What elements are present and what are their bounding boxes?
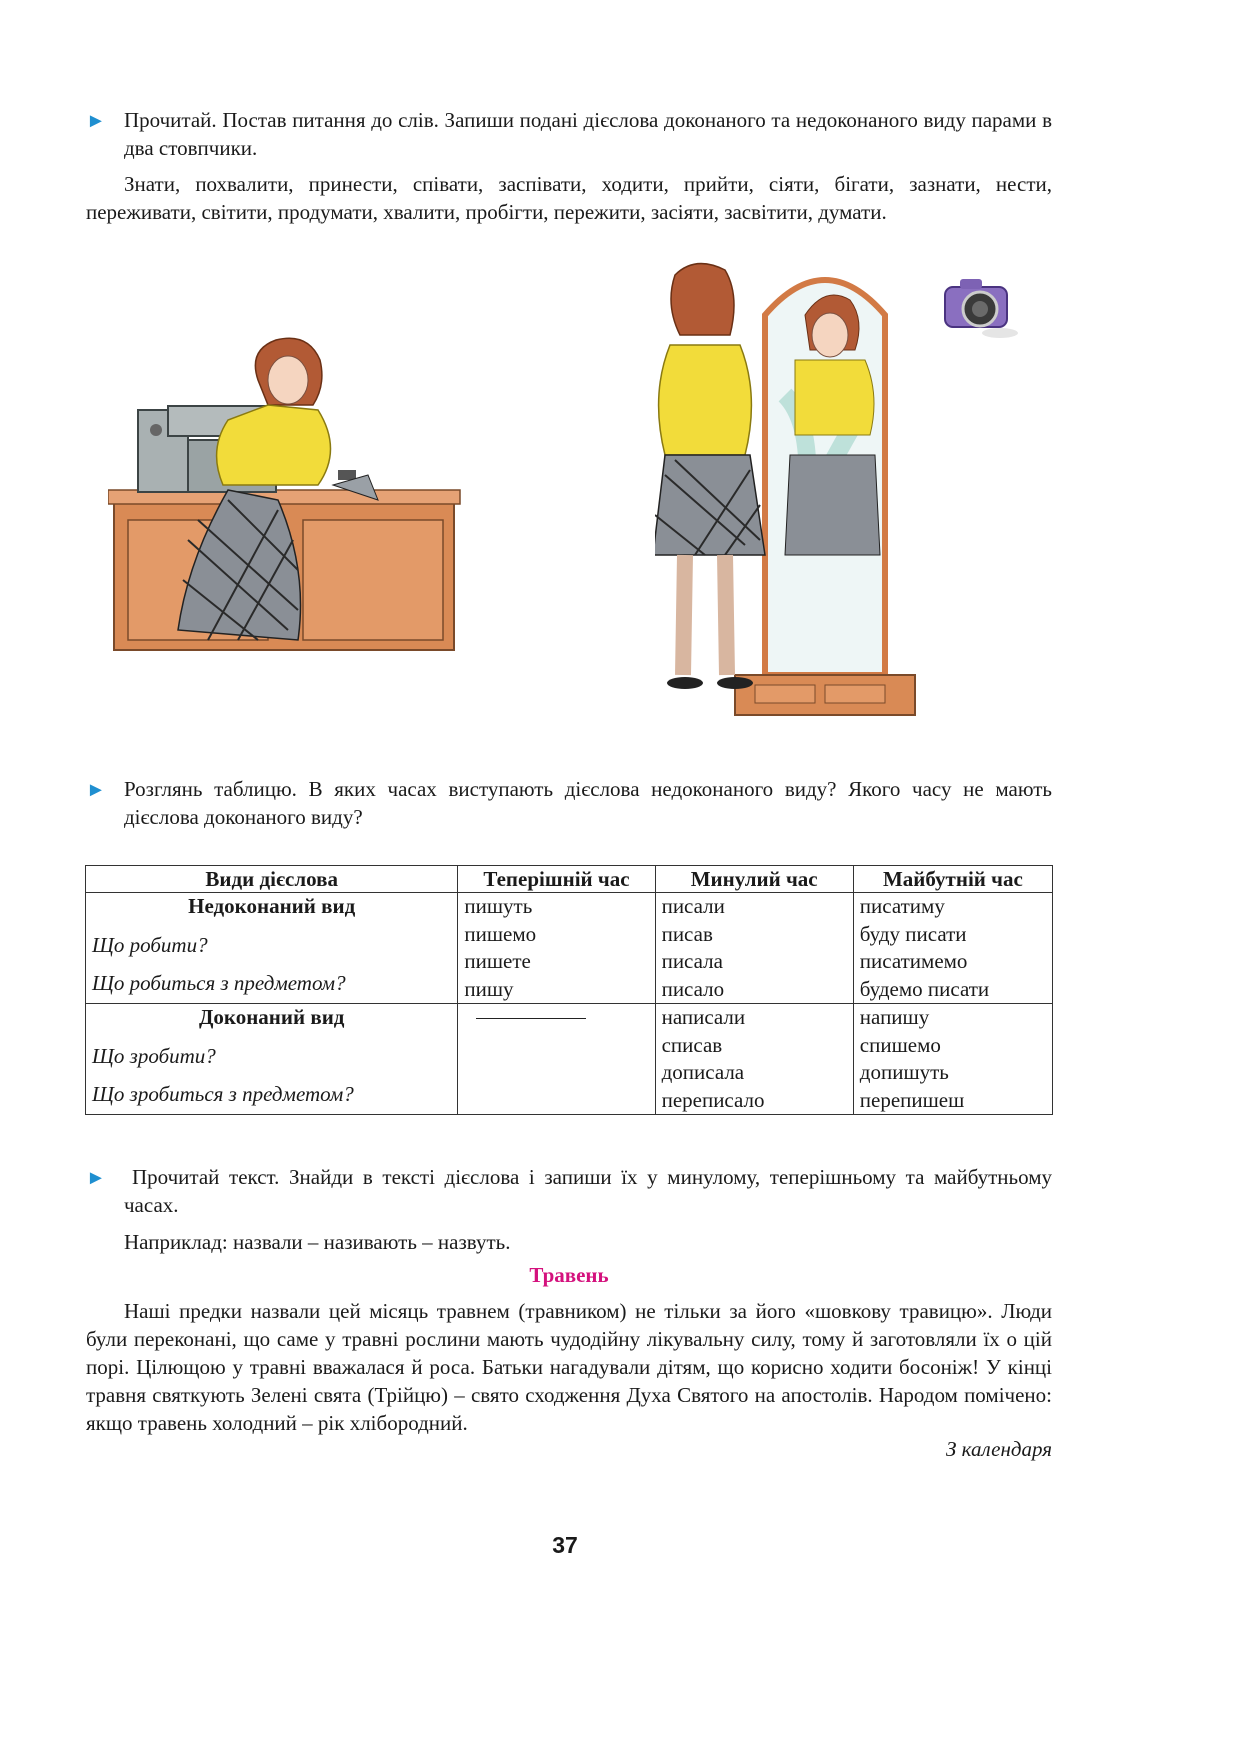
- woman-at-mirror-illustration: [655, 255, 955, 770]
- verb-form: спишемо: [859, 1032, 941, 1057]
- bullet-arrow-icon: ►: [86, 1167, 106, 1189]
- verb-kind-question: Що робиться з предметом?: [92, 971, 346, 995]
- task-3-instruction: Прочитай текст. Знайди в тексті дієслова і запиши їх у минулому, теперішньому та майбутньому часах.: [124, 1165, 1052, 1217]
- bullet-arrow-icon: ►: [86, 779, 106, 801]
- verb-form: написали: [661, 1005, 746, 1029]
- verb-form: пишемо: [464, 921, 537, 946]
- task-1: [86, 106, 1052, 162]
- bullet-arrow-icon: ►: [86, 110, 106, 132]
- verb-form: перепишеш: [859, 1087, 965, 1112]
- table-header: Майбутній час: [853, 866, 1052, 893]
- task-2: [86, 775, 1052, 831]
- task-1-word-list: Знати, похвалити, принести, співати, заспівати, ходити, прийти, сіяти, бігати, зазнати, нести, переживати, світити, продумати, хвалити, пробігти, пережити, засіяти, засвітити, думати.: [86, 172, 1052, 224]
- verb-form: дописала: [661, 1060, 745, 1084]
- verb-form: писало: [661, 976, 725, 1001]
- verb-form: переписало: [661, 1087, 765, 1112]
- camera-icon: [940, 275, 1020, 345]
- story-text: Наші предки назвали цей місяць травнем (травником) не тільки за його «шовкову травицю». Люди були переконані, що саме у травні рослини мають чудодійну лікувальну силу, тому й заготовляли їх о цій порі. Цілющою у травні вважалася й роса. Батьки нагадували дітям, що корисно ходити босоніж! У кінці травня святкують Зелені свята (Трійцю) – свято сходження Духа Святого на апостолів. Народом помічено: якщо травень холодний – рік хлібородний.: [86, 1299, 1052, 1435]
- verb-kind-cell: [86, 1004, 458, 1115]
- table-header-row: [86, 866, 1053, 893]
- present-tense-cell: [458, 893, 655, 1004]
- verb-form: будемо писати: [859, 976, 990, 1001]
- verb-kind-question: Що зробити?: [92, 1043, 216, 1068]
- verb-form: напишу: [859, 1005, 930, 1029]
- task-3: [86, 1163, 1052, 1219]
- verb-form: пишу: [464, 976, 514, 1001]
- task-2-instruction: Розглянь таблицю. В яких часах виступають дієслова недоконаного виду? Якого часу не мають дієслова доконаного виду?: [124, 777, 1052, 829]
- table-header: Минулий час: [655, 866, 853, 893]
- verb-kind-title: Недоконаний вид: [188, 894, 356, 918]
- present-tense-cell-empty: [458, 1004, 655, 1115]
- verb-form: буду писати: [859, 921, 967, 946]
- past-tense-cell: [655, 1004, 853, 1115]
- verb-form: писали: [661, 894, 725, 918]
- future-tense-cell: [853, 1004, 1052, 1115]
- verb-form: писав: [661, 921, 713, 946]
- verb-tenses-table: [85, 865, 1053, 1115]
- past-tense-cell: [655, 893, 853, 1004]
- verb-form: писатимемо: [859, 949, 968, 973]
- task-1-instruction: Прочитай. Постав питання до слів. Запиши подані дієслова доконаного та недоконаного виду парами в два стовпчики.: [124, 108, 1052, 160]
- future-tense-cell: [853, 893, 1052, 1004]
- verb-form: писала: [661, 949, 723, 973]
- verb-kind-cell: [86, 893, 458, 1004]
- table-header: Теперішній час: [458, 866, 655, 893]
- story-title: Травень: [529, 1263, 609, 1287]
- verb-kind-question: Що зробиться з предметом?: [92, 1082, 354, 1106]
- task-3-example: Наприклад: назвали – називають – назвуть.: [124, 1230, 511, 1254]
- table-header: Види дієслова: [86, 866, 458, 893]
- verb-kind-question: Що робити?: [92, 932, 208, 957]
- table-row: [86, 1004, 1053, 1115]
- table-row: [86, 893, 1053, 1004]
- dash-line: [476, 1018, 586, 1019]
- verb-kind-title: Доконаний вид: [198, 1005, 345, 1029]
- verb-form: списав: [661, 1032, 723, 1057]
- verb-form: пишете: [464, 949, 531, 973]
- page-number: 37: [552, 1532, 578, 1558]
- story-source: З календаря: [946, 1437, 1052, 1461]
- verb-form: писатиму: [859, 894, 945, 918]
- verb-form: допишуть: [859, 1060, 949, 1084]
- woman-sewing-illustration: [108, 310, 518, 700]
- verb-form: пишуть: [464, 894, 533, 918]
